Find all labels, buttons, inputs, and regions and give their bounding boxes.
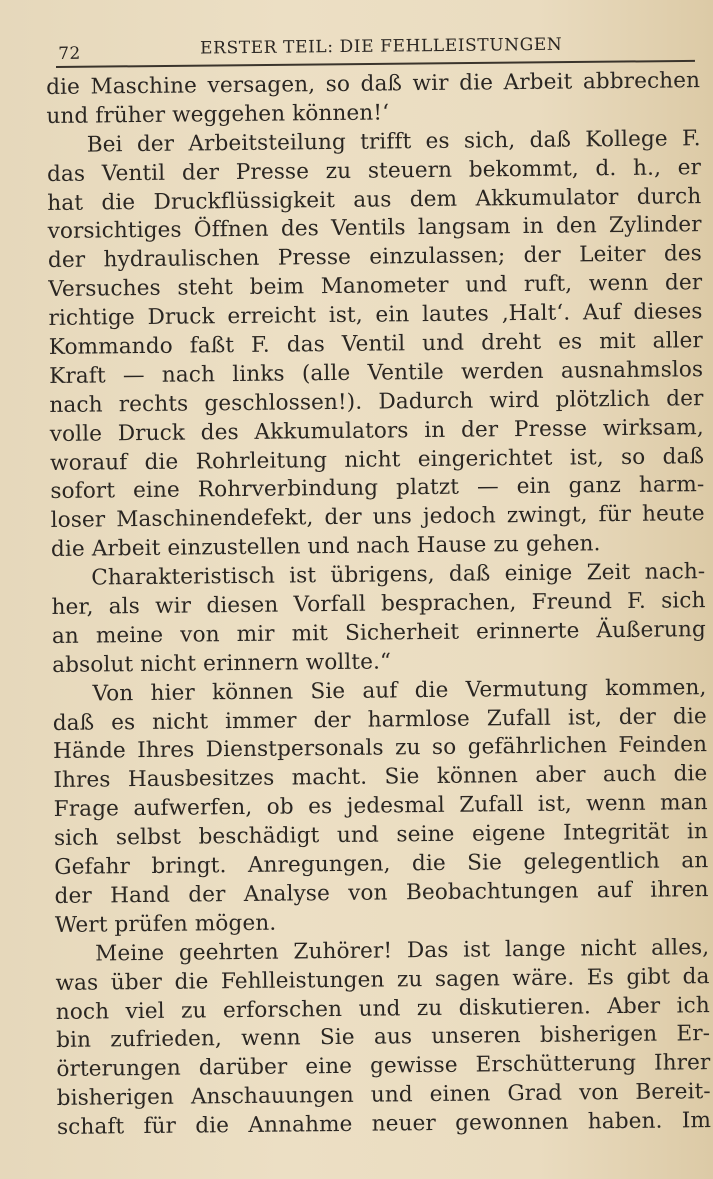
text-line: Meine geehrten Zuhörer! Das ist lange nicht alles,	[95, 934, 710, 967]
text-line: daß es nicht immer der harmlose Zufall ist, der die	[52, 703, 707, 736]
text-line: örterungen darüber eine gewisse Erschütterung Ihrer	[56, 1050, 711, 1083]
text-line: Ihres Hausbesitzes macht. Sie können aber auch die	[53, 761, 708, 794]
text-line: volle Druck des Akkumulators in der Presse wirksam,	[49, 414, 704, 447]
text-line: Bei der Arbeitsteilung trifft es sich, daß Kollege F.	[86, 125, 701, 158]
text-line: sofort eine Rohrverbindung platzt — ein ganz harm-	[50, 472, 705, 505]
text-line: das Ventil der Presse zu steuern bekommt, d. h., er	[46, 154, 702, 187]
text-line: der hydraulischen Presse einzulassen; der Leiter des	[47, 241, 703, 274]
text-line: der Hand der Analyse von Beobachtungen auf ihren	[54, 877, 709, 909]
text-line: sich selbst beschädigt und seine eigene Integrität in	[53, 819, 709, 852]
text-line: Von hier können Sie auf die Vermutung kommen,	[92, 674, 707, 707]
text-line: die Maschine versagen, so daß wir die Arbeit abbrechen	[46, 68, 701, 100]
text-line: Wert prüfen mögen.	[54, 910, 277, 938]
text-line: Charakteristisch ist übrigens, daß einige Zeit nach-	[91, 559, 706, 591]
text-line: schaft für die Annahme neuer gewonnen haben. Im	[56, 1108, 712, 1141]
text-line: die Arbeit einzustellen und nach Hause zu gehen.	[50, 531, 601, 563]
text-line: bin zufrieden, wenn Sie aus unseren bisherigen Er-	[55, 1021, 711, 1054]
text-line: bisherigen Anschauungen und einen Grad von Bereit-	[56, 1079, 711, 1112]
text-line: noch viel zu erforschen und zu diskutieren. Aber ich	[55, 992, 710, 1025]
text-line: Versuches steht beim Manometer und ruft, wenn der	[48, 270, 703, 303]
text-line: richtige Druck erreicht ist, ein lautes ‚Halt‘. Auf dieses	[48, 299, 703, 332]
text-line: Frage aufwerfen, ob es jedesmal Zufall ist, wenn man	[53, 790, 708, 823]
text-line: vorsichtiges Öffnen des Ventils langsam in den Zylinder	[47, 212, 702, 245]
text-line: was über die Fehlleistungen zu sagen wäre. Es gibt da	[55, 963, 710, 996]
page-number: 72	[58, 43, 81, 64]
text-line: Kommando faßt F. das Ventil und dreht es mit aller	[48, 328, 703, 360]
text-line: loser Maschinendefekt, der uns jedoch zwingt, für heute	[50, 501, 705, 534]
text-line: worauf die Rohrleitung nicht eingerichtet ist, so daß	[49, 443, 705, 476]
text-line: Hände Ihres Dienstpersonals zu so gefährlichen Feinden	[52, 732, 708, 765]
running-head: ERSTER TEIL: DIE FEHLLEISTUNGEN	[200, 34, 563, 59]
text-line: absolut nicht erinnern wollte.“	[52, 649, 392, 678]
page-header	[58, 31, 695, 64]
text-line: Kraft — nach links (alle Ventile werden ausnahmslos	[49, 357, 704, 389]
text-line: und früher weggehen können!‘	[46, 100, 390, 129]
text-line: nach rechts geschlossen!). Dadurch wird plötzlich der	[49, 385, 704, 418]
text-line: hat die Druckflüssigkeit aus dem Akkumulator durch	[47, 183, 702, 216]
text-line: an meine von mir mit Sicherheit erinnerte Äußerung	[51, 617, 706, 649]
text-line: Gefahr bringt. Anregungen, die Sie gelegentlich an	[54, 848, 709, 881]
text-line: her, als wir diesen Vorfall besprachen, Freund F. sich	[51, 588, 706, 621]
body-text	[46, 67, 711, 1143]
